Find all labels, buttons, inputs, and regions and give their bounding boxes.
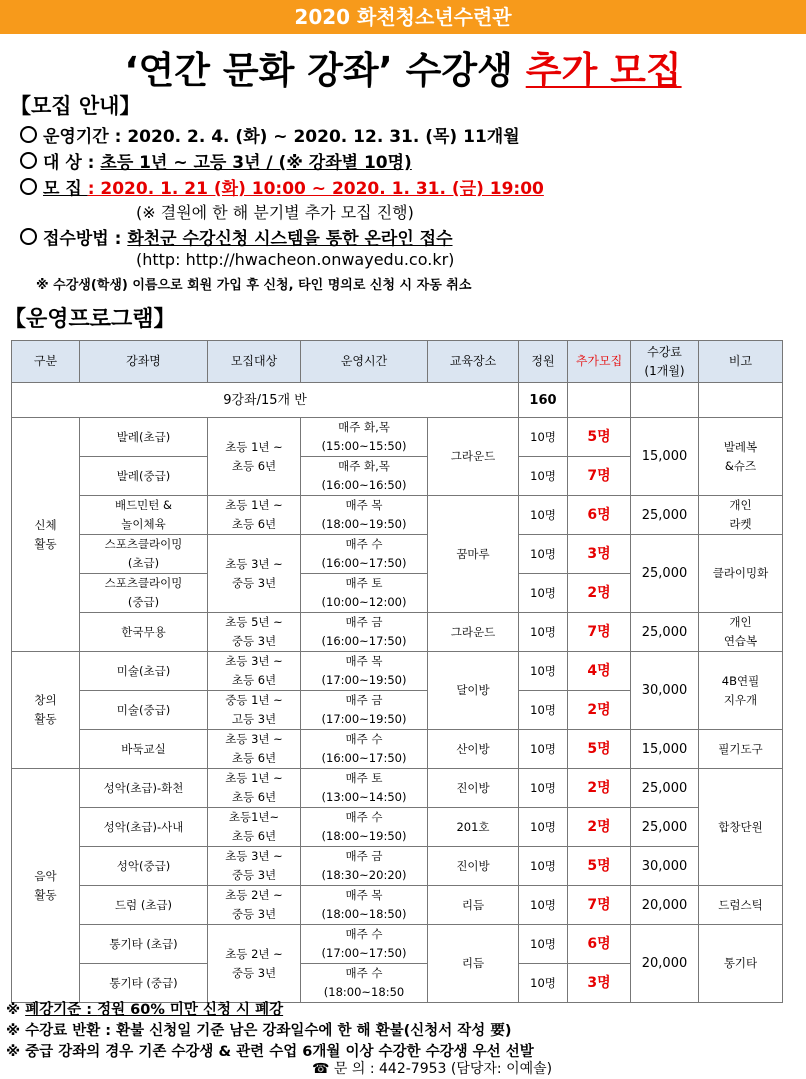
- table-row: [12, 847, 783, 886]
- course-capacity: 10명: [519, 769, 568, 808]
- course-additional: 2명: [568, 808, 631, 847]
- footnote-refund: ※ 수강료 반환 : 환불 신청일 기준 남은 강좌일수에 한 해 환불(신청서 작성 要): [6, 1023, 512, 1039]
- course-capacity: 10명: [519, 457, 568, 496]
- course-target: 초등 5년 ~ 중등 3년: [208, 613, 301, 652]
- table-row: [12, 808, 783, 847]
- course-additional: 4명: [568, 652, 631, 691]
- circle-bullet-icon: [20, 228, 37, 245]
- program-heading: 【운영프로그램】: [4, 307, 176, 332]
- table-row: [12, 418, 783, 457]
- course-capacity: 10명: [519, 535, 568, 574]
- course-time: 매주 수 (16:00~17:50): [301, 730, 428, 769]
- course-capacity: 10명: [519, 574, 568, 613]
- course-name: 스포츠클라이밍 (중급): [80, 574, 208, 613]
- target-line: 대 상 : 초등 1년 ~ 고등 3년 / (※ 강좌별 10명): [20, 148, 412, 173]
- course-name: 한국무용: [80, 613, 208, 652]
- course-name: 통기타 (중급): [80, 964, 208, 1003]
- course-time: 매주 금 (18:30~20:20): [301, 847, 428, 886]
- course-capacity: 10명: [519, 964, 568, 1003]
- course-additional: 2명: [568, 574, 631, 613]
- course-additional: 2명: [568, 691, 631, 730]
- course-name: 발레(초급): [80, 418, 208, 457]
- course-additional: 5명: [568, 418, 631, 457]
- course-time: 매주 화,목 (15:00~15:50): [301, 418, 428, 457]
- table-header-row: [12, 341, 783, 383]
- phone-icon: ☎: [312, 1061, 330, 1077]
- course-name: 바둑교실: [80, 730, 208, 769]
- course-fee: 25,000: [631, 769, 699, 808]
- course-place: 리듬: [428, 925, 519, 1003]
- course-target: 초등 1년 ~ 초등 6년: [208, 418, 301, 496]
- course-target: 초등 1년 ~ 초등 6년: [208, 496, 301, 535]
- course-target: 초등1년~ 초등 6년: [208, 808, 301, 847]
- course-time: 매주 토 (13:00~14:50): [301, 769, 428, 808]
- course-target: 초등 3년 ~ 중등 3년: [208, 847, 301, 886]
- course-additional: 3명: [568, 535, 631, 574]
- summary-label: 9강좌/15개 반: [12, 383, 519, 418]
- course-place: 진이방: [428, 847, 519, 886]
- recruit-period-line: 모 집 : 2020. 1. 21 (화) 10:00 ~ 2020. 1. 31. (금) 19:00: [20, 174, 544, 199]
- course-capacity: 10명: [519, 886, 568, 925]
- course-time: 매주 수 (17:00~17:50): [301, 925, 428, 964]
- course-additional: 7명: [568, 886, 631, 925]
- course-name: 성악(초급)-사내: [80, 808, 208, 847]
- method-line: 접수방법 : 화천군 수강신청 시스템을 통한 온라인 접수: [20, 224, 453, 249]
- course-capacity: 10명: [519, 613, 568, 652]
- course-name: 통기타 (초급): [80, 925, 208, 964]
- course-additional: 7명: [568, 613, 631, 652]
- course-capacity: 10명: [519, 652, 568, 691]
- course-fee: 15,000: [631, 418, 699, 496]
- course-time: 매주 수 (16:00~17:50): [301, 535, 428, 574]
- course-additional: 7명: [568, 457, 631, 496]
- course-additional: 6명: [568, 925, 631, 964]
- course-name: 미술(초급): [80, 652, 208, 691]
- course-capacity: 10명: [519, 418, 568, 457]
- course-fee: 25,000: [631, 613, 699, 652]
- course-target: 초등 3년 ~ 초등 6년: [208, 652, 301, 691]
- course-note: 발레복 &슈즈: [699, 418, 783, 496]
- course-time: 매주 목 (18:00~19:50): [301, 496, 428, 535]
- header-division: 구분: [12, 341, 80, 383]
- table-row: [12, 925, 783, 964]
- course-name: 발레(중급): [80, 457, 208, 496]
- table-row: [12, 613, 783, 652]
- contact-info: ☎ 문 의 : 442-7953 (담당자: 이예솔): [312, 1061, 553, 1077]
- circle-bullet-icon: [20, 152, 37, 169]
- course-note: 드럼스틱: [699, 886, 783, 925]
- header-target: 모집대상: [208, 341, 301, 383]
- course-capacity: 10명: [519, 808, 568, 847]
- circle-bullet-icon: [20, 126, 37, 143]
- table-row: [12, 652, 783, 691]
- course-fee: 15,000: [631, 730, 699, 769]
- course-note: 4B연필 지우개: [699, 652, 783, 730]
- course-additional: 5명: [568, 730, 631, 769]
- course-additional: 6명: [568, 496, 631, 535]
- course-target: 초등 2년 ~ 중등 3년: [208, 925, 301, 1003]
- footnote-priority: ※ 중급 강좌의 경우 기존 수강생 & 관련 수업 6개월 이상 수강한 수강생 우선 선발: [6, 1044, 534, 1060]
- header-time: 운영시간: [301, 341, 428, 383]
- course-note: 클라이밍화: [699, 535, 783, 613]
- course-name: 성악(중급): [80, 847, 208, 886]
- header-note: 비고: [699, 341, 783, 383]
- course-place: 그라운드: [428, 613, 519, 652]
- group-physical: 신체 활동: [12, 418, 80, 652]
- course-place: 달이방: [428, 652, 519, 730]
- course-time: 매주 목 (17:00~19:50): [301, 652, 428, 691]
- summary-capacity: 160: [519, 383, 568, 418]
- course-fee: 30,000: [631, 652, 699, 730]
- course-time: 매주 수 (18:00~19:50): [301, 808, 428, 847]
- signup-warning: ※ 수강생(학생) 이름으로 회원 가입 후 신청, 타인 명의로 신청 시 자동 취소: [36, 278, 472, 293]
- course-name: 스포츠클라이밍 (초급): [80, 535, 208, 574]
- course-place: 산이방: [428, 730, 519, 769]
- course-name: 미술(중급): [80, 691, 208, 730]
- course-target: 초등 1년 ~ 초등 6년: [208, 769, 301, 808]
- course-fee: 25,000: [631, 535, 699, 613]
- table-row: [12, 886, 783, 925]
- course-place: 201호: [428, 808, 519, 847]
- header-capacity: 정원: [519, 341, 568, 383]
- footnote-closure: ※ 폐강기준 : 정원 60% 미만 신청 시 폐강: [6, 1002, 284, 1018]
- course-capacity: 10명: [519, 691, 568, 730]
- table-row: [12, 535, 783, 574]
- recruit-note: (※ 결원에 한 해 분기별 추가 모집 진행): [136, 203, 414, 222]
- course-time: 매주 금 (16:00~17:50): [301, 613, 428, 652]
- course-capacity: 10명: [519, 847, 568, 886]
- course-place: 그라운드: [428, 418, 519, 496]
- table-row: [12, 496, 783, 535]
- period-line: 운영기간 : 2020. 2. 4. (화) ~ 2020. 12. 31. (목) 11개월: [20, 122, 520, 147]
- table-row: [12, 769, 783, 808]
- banner: 2020 화천청소년수련관: [0, 0, 806, 34]
- course-capacity: 10명: [519, 925, 568, 964]
- course-fee: 25,000: [631, 496, 699, 535]
- course-capacity: 10명: [519, 730, 568, 769]
- circle-bullet-icon: [20, 178, 37, 195]
- header-course: 강좌명: [80, 341, 208, 383]
- signup-url[interactable]: (http: http://hwacheon.onwayedu.co.kr): [136, 250, 455, 269]
- course-name: 성악(초급)-화천: [80, 769, 208, 808]
- table-row: [12, 730, 783, 769]
- course-time: 매주 토 (10:00~12:00): [301, 574, 428, 613]
- course-place: 리듬: [428, 886, 519, 925]
- course-capacity: 10명: [519, 496, 568, 535]
- group-creative: 창의 활동: [12, 652, 80, 769]
- course-name: 드럼 (초급): [80, 886, 208, 925]
- title-highlight: 추가 모집: [525, 49, 682, 92]
- course-additional: 3명: [568, 964, 631, 1003]
- course-note: 통기타: [699, 925, 783, 1003]
- recruit-heading: 【모집 안내】: [10, 94, 141, 118]
- course-time: 매주 수 (18:00~18:50: [301, 964, 428, 1003]
- course-place: 꿈마루: [428, 496, 519, 613]
- course-time: 매주 화,목 (16:00~16:50): [301, 457, 428, 496]
- group-music: 음악 활동: [12, 769, 80, 1003]
- course-target: 초등 3년 ~ 초등 6년: [208, 730, 301, 769]
- header-fee: 수강료 (1개월): [631, 341, 699, 383]
- course-time: 매주 금 (17:00~19:50): [301, 691, 428, 730]
- course-time: 매주 목 (18:00~18:50): [301, 886, 428, 925]
- course-place: 진이방: [428, 769, 519, 808]
- header-place: 교육장소: [428, 341, 519, 383]
- course-additional: 2명: [568, 769, 631, 808]
- course-target: 초등 2년 ~ 중등 3년: [208, 886, 301, 925]
- course-target: 초등 3년 ~ 중등 3년: [208, 535, 301, 613]
- course-fee: 30,000: [631, 847, 699, 886]
- course-note: 개인 라켓: [699, 496, 783, 535]
- course-fee: 20,000: [631, 886, 699, 925]
- course-fee: 20,000: [631, 925, 699, 1003]
- course-note: 합창단원: [699, 769, 783, 886]
- summary-row: [12, 383, 783, 418]
- course-target: 중등 1년 ~ 고등 3년: [208, 691, 301, 730]
- course-name: 배드민턴 & 놀이체육: [80, 496, 208, 535]
- course-additional: 5명: [568, 847, 631, 886]
- header-additional: 추가모집: [568, 341, 631, 383]
- page-title: ‘연간 문화 강좌’ 수강생 추가 모집: [124, 49, 682, 92]
- course-note: 필기도구: [699, 730, 783, 769]
- course-note: 개인 연습복: [699, 613, 783, 652]
- course-fee: 25,000: [631, 808, 699, 847]
- program-table: [11, 340, 783, 1003]
